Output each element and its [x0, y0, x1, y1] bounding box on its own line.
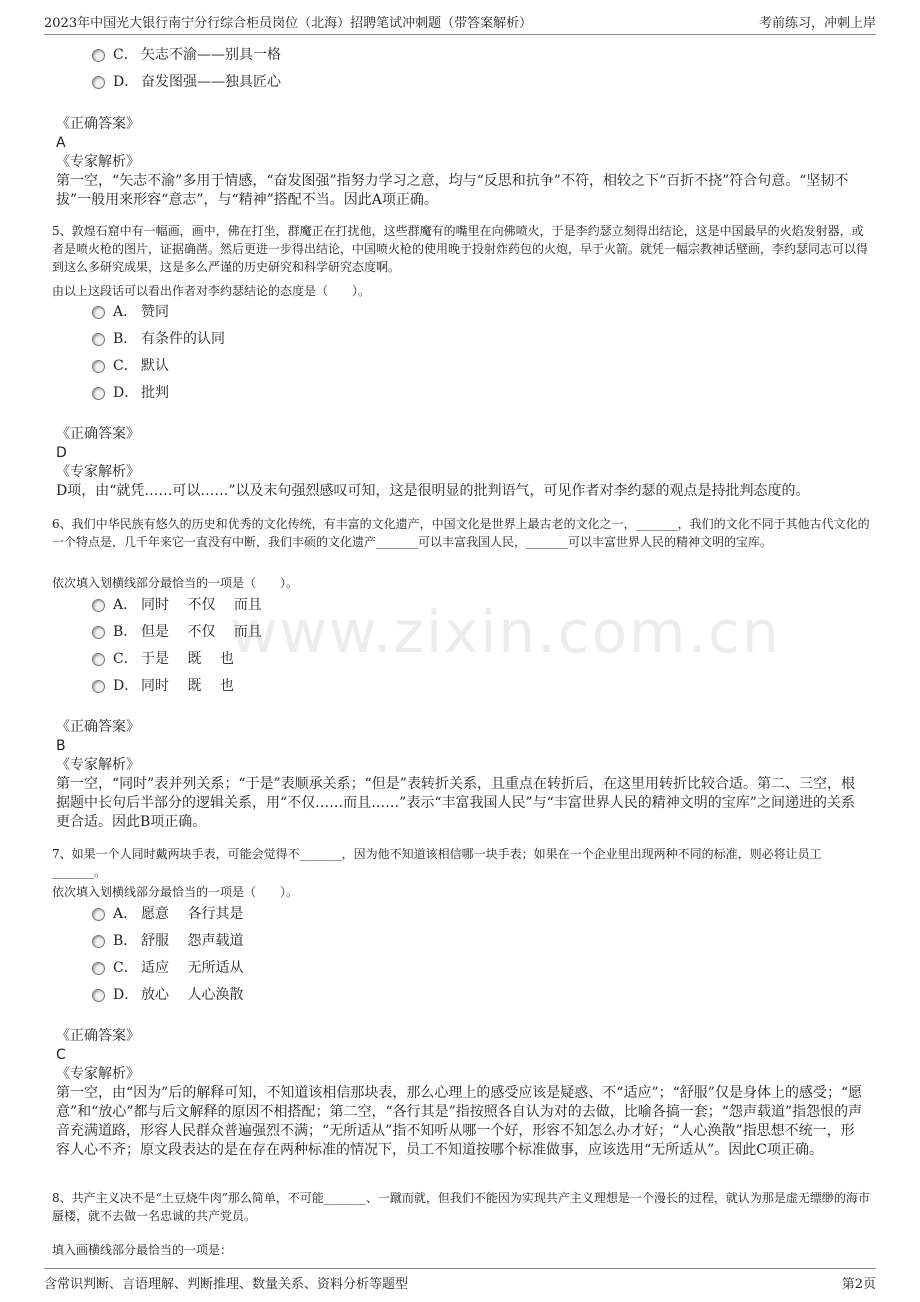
watermark: www.zixin.com.cn: [230, 598, 781, 666]
answer-value: A: [56, 135, 66, 151]
analysis-text: 第一空，“矢志不渝”多用于情感，“奋发图强”指努力学习之意，均与“反思和抗争”不符，相较之下“百折不挠”符合句意。“坚韧不拔”一般用来形容“意志”，与“精神”搭配不当。因此A项正确。: [56, 173, 849, 208]
answer-label: 《正确答案》: [56, 1028, 140, 1044]
option-a[interactable]: A． 愿意 各行其是: [92, 903, 243, 925]
radio-icon[interactable]: [92, 49, 105, 62]
radio-icon[interactable]: [92, 76, 105, 89]
option-b[interactable]: B． 舒服 怨声载道: [92, 930, 243, 952]
answer-value: C: [56, 1047, 66, 1063]
option-b[interactable]: B． 但是 不仅 而且: [92, 621, 262, 643]
radio-icon[interactable]: [92, 626, 105, 639]
option-d[interactable]: D． 批判: [92, 382, 169, 404]
analysis-text: 第一空，由“因为”后的解释可知，不知道该相信那块表，那么心理上的感受应该是疑惑、不“适应”；“舒服”仅是身体上的感受；“愿意”和“放心”都与后文解释的原因不相搭配；第二空，“各行其是”指按照各自认为对的去做，比喻各搞一套；“怨声载道”指怨恨的声音充满道路，形容人民群众普遍强烈不满；“无所适从”指不知听从哪一个好，形容不知怎么办才好；“人心涣散”指思想不统一，形容人心不齐；原文段表达的是在存在两种标准的情况下，员工不知道按哪个标准做事，应该选用“无所适从”。因此C项正确。: [56, 1085, 863, 1158]
radio-icon[interactable]: [92, 599, 105, 612]
answer-value: D: [56, 445, 67, 461]
analysis-label: 《专家解析》: [56, 757, 140, 773]
radio-icon[interactable]: [92, 306, 105, 319]
analysis-text: 第一空，“同时”表并列关系；“于是”表顺承关系；“但是”表转折关系，且重点在转折后，在这里用转折比较合适。第二、三空，根据题中长句后半部分的逻辑关系，用“不仅……而且……”表示“丰富我国人民”与“丰富世界人民的精神文明的宝库”之间递进的关系更合适。因此B项正确。: [56, 776, 855, 830]
option-d[interactable]: D． 奋发图强——独具匠心: [92, 71, 281, 93]
answer-label: 《正确答案》: [56, 426, 140, 442]
answer-label: 《正确答案》: [56, 116, 140, 132]
radio-icon[interactable]: [92, 680, 105, 693]
question-stem: 6、我们中华民族有悠久的历史和优秀的文化传统，有丰富的文化遗产，中国文化是世界上最古老的文化之一，_______，我们的文化不同于其他古代文化的一个特点是，几千年来它一直没有中断，我们丰硕的文化遗产_______可以丰富我国人民，_______可以丰富世界人民的精神文明的宝库。: [52, 517, 870, 549]
header-slogan: 考前练习，冲刺上岸: [758, 16, 876, 31]
radio-icon[interactable]: [92, 935, 105, 948]
analysis-label: 《专家解析》: [56, 1066, 140, 1082]
analysis-text: D项，由“就凭……可以……”以及末句强烈感叹可知，这是很明显的批判语气，可见作者对李约瑟的观点是持批判态度的。: [56, 483, 810, 499]
option-d[interactable]: D． 同时 既 也: [92, 675, 234, 697]
question-prompt: 依次填入划横线部分最恰当的一项是（ ）。: [52, 885, 299, 899]
radio-icon[interactable]: [92, 908, 105, 921]
analysis-label: 《专家解析》: [56, 464, 140, 480]
question-prompt: 依次填入划横线部分最恰当的一项是（ ）。: [52, 576, 299, 590]
option-c[interactable]: C． 于是 既 也: [92, 648, 234, 670]
option-c[interactable]: C． 矢志不渝——别具一格: [92, 44, 281, 66]
answer-label: 《正确答案》: [56, 719, 140, 735]
radio-icon[interactable]: [92, 360, 105, 373]
option-c[interactable]: C． 默认: [92, 355, 169, 377]
option-a[interactable]: A． 同时 不仅 而且: [92, 594, 262, 616]
question-stem: 5、敦煌石窟中有一幅画，画中，佛在打坐，群魔正在打扰他，这些群魔有的嘴里在向佛喷火，于是李约瑟立刻得出结论，这是中国最早的火焰发射器，或者是喷火枪的图片，证据确凿。然后更进一步得出结论，中国喷火枪的使用晚于投射炸药包的火炮，早于火箭。就凭一幅宗教神话壁画，李约瑟同志可以得到这么多研究成果，这是多么严谨的历史研究和科学研究态度啊。: [52, 224, 869, 274]
option-c[interactable]: C． 适应 无所适从: [92, 957, 243, 979]
option-b[interactable]: B． 有条件的认同: [92, 328, 225, 350]
analysis-label: 《专家解析》: [56, 154, 140, 170]
question-stem: 7、如果一个人同时戴两块手表，可能会觉得不_______，因为他不知道该相信哪一块手表；如果在一个企业里出现两种不同的标准，则必将让员工_______。: [52, 847, 822, 879]
radio-icon[interactable]: [92, 387, 105, 400]
radio-icon[interactable]: [92, 989, 105, 1002]
document-title: 2023年中国光大银行南宁分行综合柜员岗位（北海）招聘笔试冲刺题（带答案解析）: [44, 16, 533, 31]
page-number: 第2页: [841, 1277, 876, 1292]
page-header: [44, 10, 876, 35]
radio-icon[interactable]: [92, 653, 105, 666]
question-stem: 8、共产主义决不是“土豆烧牛肉”那么简单，不可能_______、一蹴而就，但我们不能因为实现共产主义理想是一个漫长的过程，就认为那是虚无缥缈的海市蜃楼，就不去做一名忠诚的共产党员。: [52, 1191, 870, 1223]
question-prompt: 由以上这段话可以看出作者对李约瑟结论的态度是（ ）。: [52, 284, 371, 298]
radio-icon[interactable]: [92, 962, 105, 975]
option-d[interactable]: D． 放心 人心涣散: [92, 984, 243, 1006]
footer-note: 含常识判断、言语理解、判断推理、数量关系、资料分析等题型: [44, 1277, 409, 1292]
radio-icon[interactable]: [92, 333, 105, 346]
option-a[interactable]: A． 赞同: [92, 301, 169, 323]
page-footer: [44, 1268, 876, 1295]
question-prompt: 填入画横线部分最恰当的一项是：: [52, 1243, 233, 1257]
answer-value: B: [56, 738, 66, 754]
